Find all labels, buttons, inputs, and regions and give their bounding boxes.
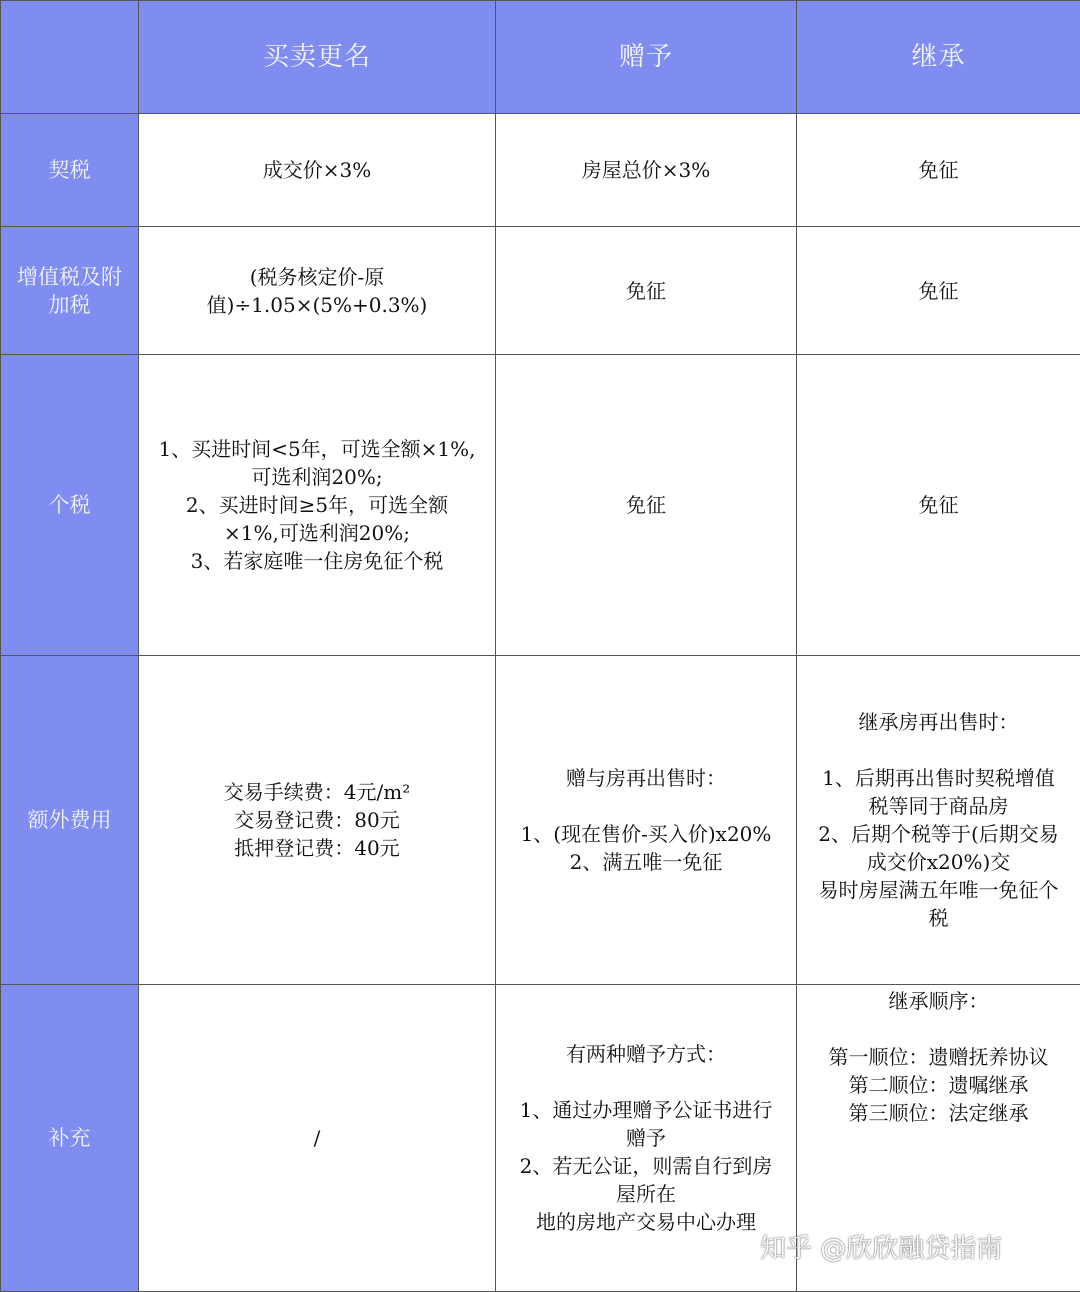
header-gift: 赠予	[496, 1, 797, 114]
row-label-deed-tax: 契税	[1, 114, 139, 227]
row-label-vat-line: 加税	[5, 291, 134, 319]
extra-fees-inherit-line: 2、后期个税等于(后期交易	[803, 820, 1074, 848]
extra-fees-sale-line: 抵押登记费：40元	[145, 834, 489, 862]
row-label-extra-fees: 额外费用	[1, 656, 139, 985]
income-tax-sale-line: ×1%,可选利润20%;	[145, 519, 489, 547]
extra-fees-sale-line: 交易登记费：80元	[145, 806, 489, 834]
vat-gift: 免征	[496, 227, 797, 355]
income-tax-sale-line: 3、若家庭唯一住房免征个税	[145, 547, 489, 575]
header-corner	[1, 1, 139, 114]
extra-fees-inherit	[797, 656, 1080, 985]
extra-fees-inherit-line: 1、后期再出售时契税增值	[803, 764, 1074, 792]
supplement-sale: /	[139, 985, 496, 1292]
deed-tax-sale: 成交价×3%	[139, 114, 496, 227]
income-tax-sale	[139, 355, 496, 656]
deed-tax-row	[1, 114, 1080, 227]
extra-fees-gift-line: 2、满五唯一免征	[502, 848, 790, 876]
supplement-inherit-spacer	[803, 1015, 1074, 1043]
extra-fees-gift-spacer	[502, 792, 790, 820]
extra-fees-inherit-line: 税	[803, 904, 1074, 932]
income-tax-sale-line: 1、买进时间<5年，可选全额×1%,	[145, 435, 489, 463]
row-label-income-tax: 个税	[1, 355, 139, 656]
income-tax-sale-line: 可选利润20%;	[145, 463, 489, 491]
extra-fees-inherit-line: 易时房屋满五年唯一免征个	[803, 876, 1074, 904]
deed-tax-inherit: 免征	[797, 114, 1080, 227]
header-inheritance: 继承	[797, 1, 1080, 114]
income-tax-inherit: 免征	[797, 355, 1080, 656]
income-tax-sale-line: 2、买进时间≥5年，可选全额	[145, 491, 489, 519]
supplement-inherit-line: 第一顺位：遗赠抚养协议	[803, 1043, 1074, 1071]
extra-fees-row	[1, 656, 1080, 985]
supplement-inherit-title: 继承顺序：	[803, 987, 1074, 1015]
extra-fees-inherit-title: 继承房再出售时：	[803, 708, 1074, 736]
vat-row	[1, 227, 1080, 355]
extra-fees-gift-line: 1、(现在售价-买入价)x20%	[502, 820, 790, 848]
extra-fees-sale	[139, 656, 496, 985]
income-tax-row	[1, 355, 1080, 656]
supplement-gift-title: 有两种赠予方式：	[502, 1040, 790, 1068]
supplement-gift-spacer	[502, 1068, 790, 1096]
supplement-gift-line: 地的房地产交易中心办理	[502, 1208, 790, 1236]
vat-sale	[139, 227, 496, 355]
row-label-vat	[1, 227, 139, 355]
header-sale-rename: 买卖更名	[139, 1, 496, 114]
row-label-vat-line: 增值税及附	[5, 263, 134, 291]
deed-tax-gift: 房屋总价×3%	[496, 114, 797, 227]
vat-sale-line: 值)÷1.05×(5%+0.3%)	[145, 291, 489, 319]
supplement-inherit-line: 第三顺位：法定继承	[803, 1099, 1074, 1127]
supplement-gift	[496, 985, 797, 1292]
extra-fees-gift-title: 赠与房再出售时：	[502, 764, 790, 792]
extra-fees-inherit-line: 成交价x20%)交	[803, 848, 1074, 876]
vat-sale-line: (税务核定价-原	[145, 263, 489, 291]
extra-fees-gift	[496, 656, 797, 985]
income-tax-gift: 免征	[496, 355, 797, 656]
vat-inherit: 免征	[797, 227, 1080, 355]
supplement-gift-line: 2、若无公证，则需自行到房	[502, 1152, 790, 1180]
row-label-supplement: 补充	[1, 985, 139, 1292]
supplement-gift-line: 赠予	[502, 1124, 790, 1152]
supplement-gift-line: 屋所在	[502, 1180, 790, 1208]
extra-fees-sale-line: 交易手续费：4元/m²	[145, 778, 489, 806]
watermark: 知乎 @欣欣融贷指南	[760, 1228, 1002, 1265]
supplement-gift-line: 1、通过办理赠予公证书进行	[502, 1096, 790, 1124]
supplement-inherit-line: 第二顺位：遗嘱继承	[803, 1071, 1074, 1099]
extra-fees-inherit-spacer	[803, 736, 1074, 764]
extra-fees-inherit-line: 税等同于商品房	[803, 792, 1074, 820]
header-row	[1, 1, 1080, 114]
